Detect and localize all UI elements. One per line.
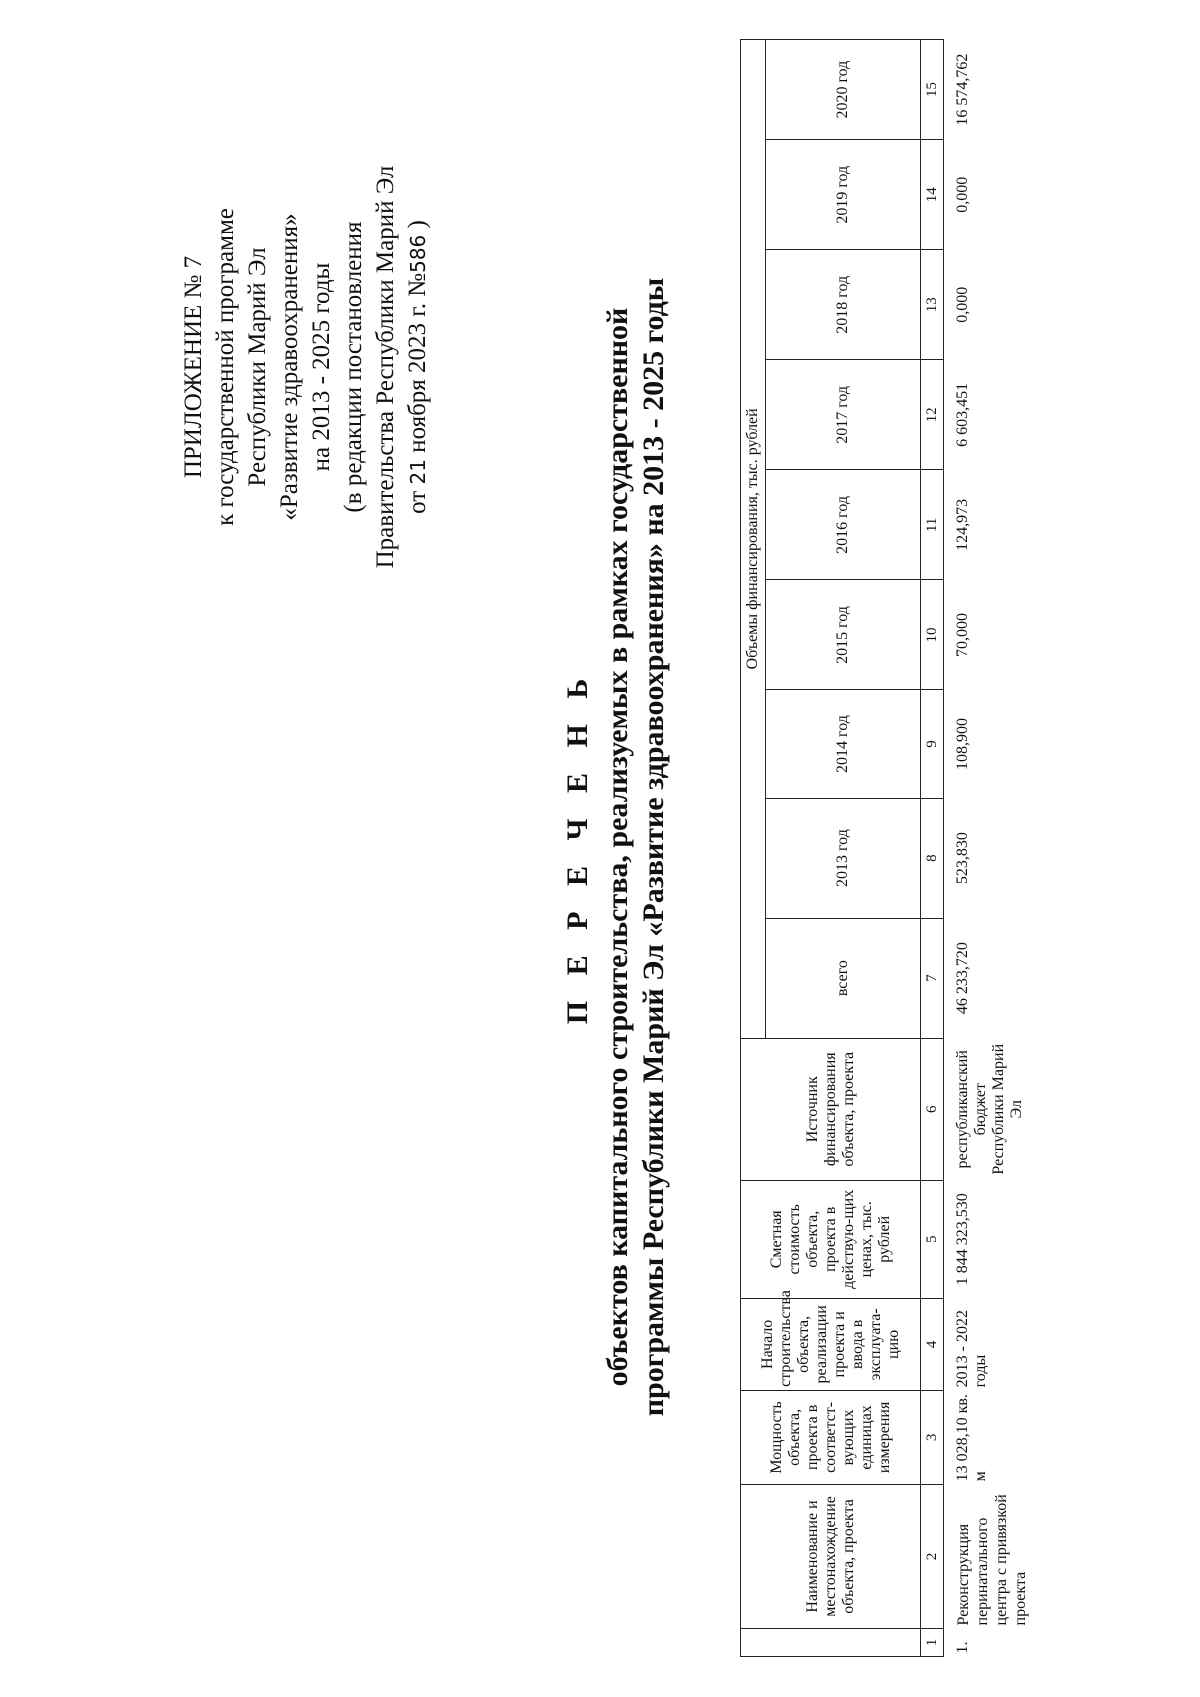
object-name: [944, 1484, 1033, 1628]
objects-table: [740, 39, 1032, 1657]
row-number: 1.: [954, 1641, 971, 1654]
header-year: 2018 год: [766, 250, 921, 360]
object-capacity: 13 028,10 кв. м: [954, 1394, 989, 1482]
funding-year-value: 108,900: [954, 718, 971, 771]
funding-year-value: 523,830: [954, 832, 971, 885]
header-funding-group: Объемы финансирования, тыс. рублей: [741, 40, 766, 1039]
col-number: 4: [921, 1298, 944, 1390]
col-number: 11: [921, 470, 944, 580]
appendix-line: на 2013 - 2025 годы: [308, 262, 335, 472]
header-capacity: Мощность объекта, проекта в соответст-вующих единицах измерения: [741, 1390, 921, 1484]
header-source: Источник финансирования объекта, проекта: [741, 1038, 921, 1180]
col-number: 15: [921, 40, 944, 140]
header-year: 2017 год: [766, 360, 921, 470]
col-number: 2: [921, 1484, 944, 1628]
header-year: 2014 год: [766, 690, 921, 798]
header-row-1: [741, 40, 766, 1657]
col-number: 3: [921, 1390, 944, 1484]
appendix-block: [178, 47, 434, 687]
object-name-text: Реконструкция перинатального центра с привязкой проекта: [955, 1494, 1029, 1626]
header-year: 2019 год: [766, 140, 921, 250]
col-number: 1: [921, 1628, 944, 1656]
col-number: 14: [921, 140, 944, 250]
funding-year-value: 16 574,762: [954, 53, 971, 126]
header-year: 2016 год: [766, 470, 921, 580]
funding-total: 46 233,720: [954, 942, 971, 1015]
funding-year-value: 0,000: [954, 286, 971, 323]
header-year: 2015 год: [766, 580, 921, 690]
date-suffix: ): [404, 220, 431, 229]
appendix-date-line: [402, 47, 434, 687]
object-start: 2013 - 2022 годы: [954, 1310, 989, 1388]
header-name: Наименование и местонахождение объекта, проекта: [741, 1484, 921, 1628]
funding-year-value: 70,000: [954, 612, 971, 657]
object-cost: 1 844 323,530: [954, 1193, 971, 1286]
col-number: 5: [921, 1180, 944, 1298]
appendix-line: Республики Марий Эл: [244, 247, 271, 487]
title-line: программы Республики Марий Эл «Развитие здравоохранения» на 2013 - 2025 годы: [637, 277, 670, 1417]
col-number: 6: [921, 1038, 944, 1180]
funding-year-value: 0,000: [954, 176, 971, 213]
funding-year-value: 6 603,451: [954, 382, 971, 447]
appendix-line: Правительства Республики Марий Эл: [372, 165, 399, 569]
appendix-line: (в редакции постановления: [340, 221, 367, 513]
col-number: 8: [921, 798, 944, 918]
col-number: 9: [921, 690, 944, 798]
col-number: 12: [921, 360, 944, 470]
document-title: [560, 157, 672, 1537]
header-year: 2020 год: [766, 40, 921, 140]
col-number: 13: [921, 250, 944, 360]
title-line: объектов капитального строительства, реализуемых в рамках государственной: [601, 307, 634, 1387]
decree-number: 586: [406, 234, 430, 273]
column-numbers-row: [921, 40, 944, 1657]
object-source: республиканский бюджет Республики Марий Эл: [954, 1043, 1025, 1175]
appendix-line: «Развитие здравоохранения»: [276, 213, 303, 521]
date-day: 21: [406, 459, 430, 485]
col-number: 10: [921, 580, 944, 690]
funding-year-value: 124,973: [954, 498, 971, 551]
appendix-line: к государственной программе: [212, 208, 239, 526]
date-middle: ноября 2023 г. №: [404, 272, 431, 453]
title-heading: П Е Р Е Ч Е Н Ь: [561, 669, 594, 1025]
table-row: [944, 40, 1033, 1657]
col-number: 7: [921, 918, 944, 1038]
header-start: Начало строительства объекта, реализации проекта и ввода в эксплуата-цию: [741, 1298, 921, 1390]
date-prefix: от: [404, 490, 431, 514]
header-total: всего: [766, 918, 921, 1038]
header-year: 2013 год: [766, 798, 921, 918]
header-cost: Сметная стоимость объекта, проекта в действую-щих ценах, тыс. рублей: [741, 1180, 921, 1298]
header-cell-num: [741, 1628, 921, 1656]
appendix-number: ПРИЛОЖЕНИЕ № 7: [180, 255, 207, 479]
